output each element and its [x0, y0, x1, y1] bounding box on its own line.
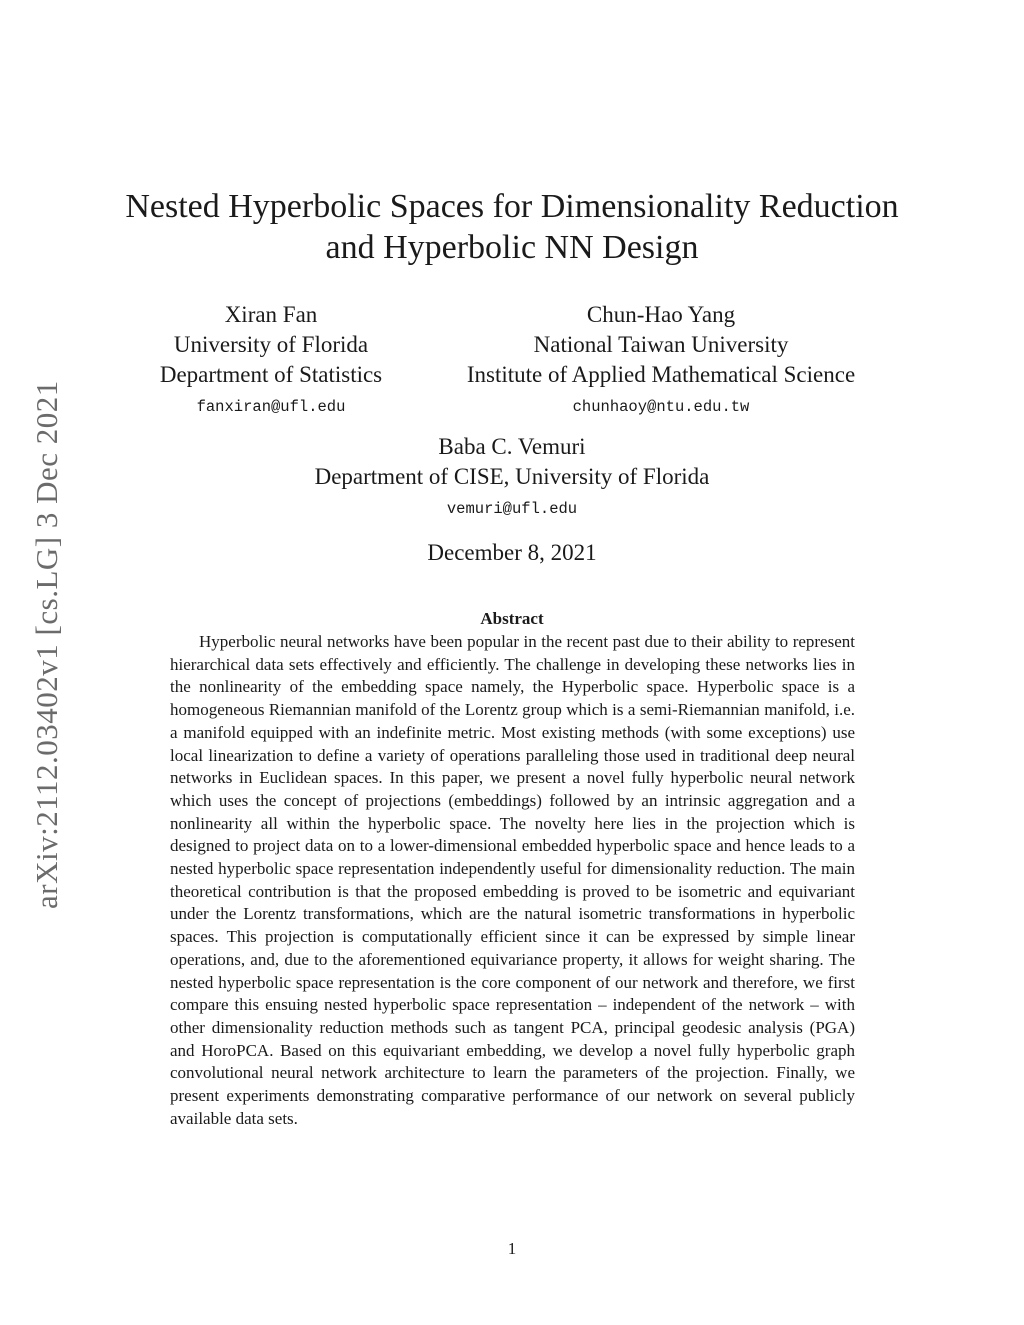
author-name: Xiran Fan [224, 302, 318, 327]
author-block-xiran-fan [130, 300, 412, 424]
author-affiliation: National Taiwan University [533, 332, 789, 357]
author-affiliation: Department of CISE, University of Florida [314, 464, 710, 489]
page-number: 1 [507, 1239, 517, 1258]
author-email: vemuri@ufl.edu [446, 500, 578, 518]
paper-title [100, 186, 924, 268]
author-department: Institute of Applied Mathematical Science [466, 362, 856, 387]
author-block-baba-vemuri [262, 432, 762, 526]
paper-title-line-1: Nested Hyperbolic Spaces for Dimensionality Reduction [125, 188, 899, 225]
abstract-heading: Abstract [480, 609, 544, 628]
author-email: chunhaoy@ntu.edu.tw [572, 398, 750, 416]
author-email: fanxiran@ufl.edu [196, 398, 346, 416]
author-name: Chun-Hao Yang [586, 302, 736, 327]
paper-title-line-2: and Hyperbolic NN Design [325, 229, 699, 266]
publication-date: December 8, 2021 [427, 540, 597, 565]
author-block-chun-hao-yang [432, 300, 890, 424]
author-name: Baba C. Vemuri [438, 434, 586, 459]
abstract-body: Hyperbolic neural networks have been popular in the recent past due to their ability to represent hierarchical data sets effectively and efficiently. The challenge in developing these networks lies in the nonlinearity of the embedding space namely, the Hyperbolic space. Hyperbolic space is a homogeneous Riemannian manifold of the Lorentz group which is a semi-Riemannian manifold, i.e. a manifold equipped with an indefinite metric. Most existing methods (with some exceptions) use local linearization to define a variety of operations paralleling those used in traditional deep neural networks in Euclidean spaces. In this paper, we present a novel fully hyperbolic neural network which uses the concept of projections (embeddings) followed by an intrinsic aggregation and a nonlinearity all within the hyperbolic space. The novelty here lies in the projection which is designed to project data on to a lower-dimensional embedded hyperbolic space and hence leads to a nested hyperbolic space representation independently useful for dimensionality reduction. The main theoretical contribution is that the proposed embedding is proved to be isometric and equivariant under the Lorentz transformations, which are the natural isometric transformations in hyperbolic spaces. This projection is computationally efficient since it can be expressed by simple linear operations, and, due to the aforementioned equivariance property, it allows for weight sharing. The nested hyperbolic space representation is the core component of our network and therefore, we first compare this ensuing nested hyperbolic space representation – independent of the network – with other dimensionality reduction methods such as tangent PCA, principal geodesic analysis (PGA) and HoroPCA. Based on this equivariant embedding, we develop a novel fully hyperbolic graph convolutional neural network architecture to learn the parameters of the projection. Finally, we present experiments demonstrating comparative performance of our network on several publicly available data sets. [170, 632, 855, 1128]
arxiv-identifier-stamp: arXiv:2112.03402v1 [cs.LG] 3 Dec 2021 [29, 380, 64, 910]
author-affiliation: University of Florida [173, 332, 369, 357]
author-department: Department of Statistics [159, 362, 383, 387]
